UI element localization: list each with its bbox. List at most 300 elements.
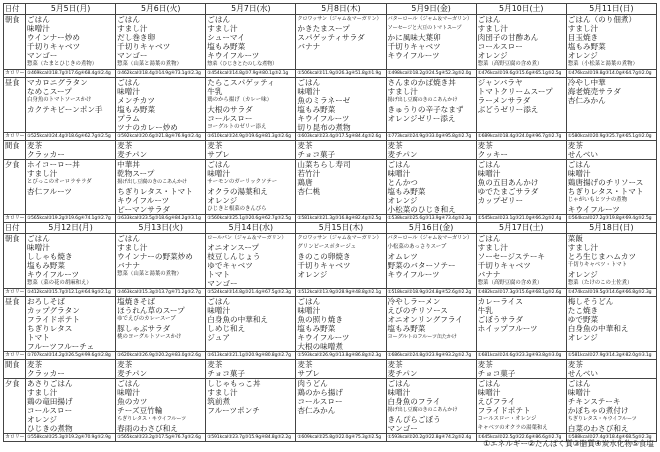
menu-item: 千切りキャベツ [27,42,81,51]
lunch-cell [296,78,386,133]
breakfast-cell [116,15,206,70]
lunch-cell [206,297,296,352]
menu-item: バナナ [477,270,501,279]
nutrition-values: ①565kcal②19.2g③19.6g④74.1g⑤2.7g [26,215,116,223]
nutrition-values: ①558kcal②25.3g③19.2g④70.9g⑤2.9g [26,434,116,442]
menu-item: あさりごはん [27,379,73,388]
calorie-label: カロリー [5,215,25,221]
menu-item: じゃがいもとツナの煮物 [567,197,628,203]
nutrition-values: ①633kcal②23.5g③18.6g④84.2g⑤3.1g [116,215,206,223]
nutrition-values: ①580kcal②20.9g③25.7g④65.1g⑤2.0g [566,133,656,141]
menu-item: 麦茶 [297,141,313,150]
menu-item: ごはん [27,15,50,24]
menu-item: カップゼリー [477,196,524,205]
snack-cell [206,360,296,379]
breakfast-cell [476,15,566,70]
menu-item: キウイフルーツ [297,114,350,123]
menu-item: オレンジ [477,51,508,60]
menu-item: トマトクリームスープ [477,87,553,96]
menu-item: 惣菜（たまとひじきの煮物） [27,61,98,67]
menu-item: キウイフルーツ [27,270,80,279]
menu-item: ごはん [27,234,50,243]
menu-item: 白菜のわさび和え [567,424,629,433]
day-header: 5月14日(水) [206,223,296,234]
menu-item: 千切りキャベツ [387,42,441,51]
menu-item: たこ焼き [567,306,599,315]
menu-item: 麦茶 [207,360,223,369]
menu-item: コールスロー [27,406,73,415]
menu-item: コールスロー [297,397,343,406]
menu-item: ごはん [387,379,411,388]
lunch-cell [116,78,206,133]
menu-item: たらこスパゲッティ [207,78,275,87]
menu-item: ちぎりレタス・トマト [117,187,193,196]
menu-item: 味噌汁 [567,169,591,178]
menu-item: 魚のカツ [117,397,148,406]
nutrition-values: ①524kcal②14.8g③21.4g④67.5g⑤2.3g [206,289,296,297]
snack-cell [386,360,476,379]
menu-item: ヨーグルトのフルーツ缶たかけ [387,334,457,340]
menu-item: ソーセージと大豆のトマトスープ [387,25,462,31]
lunch-cell [566,78,656,133]
menu-item: ゆでたまごサラダ [477,187,539,196]
menu-item: 味噌汁 [27,243,50,252]
menu-item: 鶏唐 [297,178,313,187]
menu-item: 海老焼売サラダ [567,87,621,96]
menu-item: 千切りキャベツ・トマト [567,262,628,268]
menu-item: 麦茶 [387,141,403,150]
menu-item: 惣菜（高野豆腐の含め煮） [477,280,543,286]
menu-item: マンゴー [27,51,58,60]
calorie-label: カロリー [5,289,25,295]
breakfast-cell [296,234,386,289]
menu-item: 肉うどん [297,379,328,388]
breakfast-cell [116,234,206,289]
dinner-cell [476,379,566,434]
menu-item: 塩焼きそば [117,297,156,306]
menu-item: 冷やしラーメン [387,297,441,306]
lunch-cell [26,297,116,352]
menu-table [3,3,657,442]
menu-item: 麦チパン [387,150,418,159]
menu-calendar [3,3,657,442]
snack-cell [476,141,566,160]
day-header: 5月16日(金) [386,223,476,234]
menu-item: チョコ菓子 [297,150,336,159]
menu-item: せんべい [567,150,599,159]
menu-item: オレンジ [567,333,598,342]
menu-item: 惣菜（高野豆腐の含め煮） [477,61,543,67]
breakfast-cell [386,234,476,289]
menu-item: ごはん [387,160,411,169]
menu-item: 桃のヨーグルトソースかけ [117,334,182,340]
menu-item: 白身魚の中華和え [567,324,629,333]
nutrition-values: ①620kcal②26.9g③20.2g④83.0g⑤2.6g [116,352,206,360]
menu-item: すまし汁 [567,243,599,252]
menu-item: コールスロー [477,42,523,51]
menu-item: 魚の五目あんかけ [477,178,539,187]
menu-item: コールスロー [207,114,253,123]
menu-item: 千切りキャベツ [117,42,171,51]
menu-item: ウインナーの野菜炒め [117,252,193,261]
nutrition-values: ①512kcal②13.9g③28.9g④48.8g⑤2.1g [296,289,386,297]
lunch-label: 昼食 [4,78,26,133]
menu-item: 味噌汁 [567,388,591,397]
dinner-cell [206,160,296,215]
menu-item: ピーマンサラダ [117,205,170,214]
lunch-cell [566,297,656,352]
menu-item: オムレツ [387,252,418,261]
menu-item: 杏仁みかん [297,406,336,415]
menu-item: マンゴー [387,424,418,433]
calorie-row [4,215,657,223]
nutrition-values: ①609kcal②25.8g③22.0g④75.3g⑤2.5g [296,434,386,442]
menu-item: カクテキビーンポン手 [27,105,103,114]
snack-label: 間食 [4,360,26,379]
snack-row [4,141,657,160]
menu-item: ごはん [117,78,140,87]
menu-item: 魚のミラネーゼ [297,96,351,105]
menu-item: 塩もみ野菜 [387,324,426,333]
menu-item: 切り昆布の煮物 [297,123,351,132]
menu-item: とんかつ [387,178,418,187]
calorie-row [4,289,657,297]
menu-item: 小松菜のひじき和え [387,205,456,214]
menu-item: 塩もみ野菜 [297,105,336,114]
day-header: 5月6日(火) [116,4,206,15]
menu-item: 筑前煮 [207,397,231,406]
menu-item: 麦茶 [117,360,133,369]
menu-item: クラッカー [27,369,65,378]
menu-item: マンゴー [117,51,148,60]
menu-item: 大根の味噌煮 [297,342,343,351]
menu-item: 麦茶 [117,141,133,150]
menu-item: ゆでえびのカレースープ [117,316,176,322]
menu-item: 塩もみ野菜 [27,261,65,270]
breakfast-cell [206,234,296,289]
menu-item: 惣菜（たけのこの土佐煮） [567,280,633,286]
menu-item: キウイフルーツ [567,205,620,214]
menu-item: 惣菜（ひじきとたのしな煮物） [207,61,278,67]
snack-cell [566,360,656,379]
nutrition-values: ①593kcal②20.2g③22.8g④74.2g⑤2.4g [386,434,476,442]
menu-item: バナナ [117,261,140,270]
menu-item: ごはん [207,297,231,306]
menu-item: 味噌汁 [117,87,140,96]
menu-item: すまし汁 [117,24,148,33]
menu-item: 揚げ出し豆腐のきのこあんかけ [387,407,458,413]
dinner-cell [116,379,206,434]
nutrition-values: ①506kcal②11.9g③26.3g④51.8g⑤1.9g [296,70,386,78]
menu-item: バターロール（ジャム＆マーガリン） [387,16,473,22]
day-header: 5月10日(土) [476,4,566,15]
snack-row [4,360,657,379]
menu-item: スパゲッティサラダ [297,33,365,42]
menu-item: かきたまスープ [297,24,350,33]
menu-item: ごはん [297,297,321,306]
menu-item: チーズ豆竹輪 [117,406,163,415]
snack-cell [386,141,476,160]
nutrition-values: ①454kcal②14.8g③7.9g④80.1g⑤2.1g [206,70,296,78]
nutrition-values: ①565kcal②23.2g③17.5g④76.7g⑤2.6g [116,434,206,442]
menu-item: グリンピースポタージュ [297,244,357,250]
menu-item: 白身魚のトマトソースかけ [27,97,92,103]
menu-item: すまし汁 [27,388,58,397]
menu-item: ごはん [117,15,140,24]
menu-item: 鶏唐揚げのチリソース [567,178,644,187]
snack-label: 間食 [4,141,26,160]
dinner-cell [476,160,566,215]
menu-item: バナナ [297,42,321,51]
menu-item: 牛乳 [477,306,493,315]
menu-item: キウイフルーツ [207,51,260,60]
menu-item: 鶏のから揚げ（カレー味） [207,97,272,103]
breakfast-cell [206,15,296,70]
calorie-label: カロリー [5,133,25,139]
menu-item: ほうれん草のスープ [117,306,185,315]
menu-item: 麦チパン [117,369,148,378]
nutrition-values: ①476kcal②19.6g③15.6g④65.1g⑤2.5g [476,70,566,78]
menu-item: ちぎりレタス・トマト [567,187,644,196]
menu-item: クッキー [477,150,509,159]
calorie-label: カロリー [5,352,25,358]
day-header: 5月9日(金) [386,4,476,15]
breakfast-cell [566,15,656,70]
lunch-cell [476,78,566,133]
date-row [4,4,657,15]
dinner-cell [296,379,386,434]
calorie-label: カロリー [5,434,25,440]
menu-item: マンゴー [207,279,238,288]
menu-item: ひじきと根菜のきんぴら [207,206,267,212]
menu-item: 白身魚の中華和え [207,315,269,324]
dinner-cell [26,160,116,215]
menu-item: ごはん [117,234,140,243]
menu-item: キャベツのオクラの湯葉和え [477,425,548,431]
menu-item: ごはん [477,15,501,24]
menu-item: 塩もみ野菜 [117,105,156,114]
menu-item: おろしそば [27,297,65,306]
menu-item: 惣菜（菜の花の胡麻和え） [27,280,92,286]
menu-item: ししゃも焼き [27,252,73,261]
menu-item: チョコ菓子 [207,369,246,378]
snack-cell [26,141,116,160]
nutrition-values: ①545kcal②23.1g③21.0g④66.2g⑤2.4g [476,215,566,223]
dinner-cell [206,379,296,434]
menu-item: カップグラタン [27,306,80,315]
lunch-cell [296,297,386,352]
nutrition-values: ①463kcal②15.3g③13.7g④71.2g⑤2.7g [116,289,206,297]
menu-item: ジュア [207,333,230,342]
snack-cell [206,141,296,160]
menu-item: キウイフルーツ [387,270,440,279]
menu-item: サブレ [207,150,230,159]
day-header: 5月15日(木) [296,223,386,234]
menu-item: なめこスープ [27,87,72,96]
menu-item: 麦茶 [27,360,43,369]
nutrition-values: ①498kcal②18.2g③24.5g④52.3g⑤2.0g [386,70,476,78]
nutrition-values: ①560kcal②25.1g③20.6g④62.7g⑤2.5g [206,215,296,223]
menu-item: サブレ [297,369,320,378]
menu-item: 小松菜のあっさりスープ [387,244,447,250]
menu-item: サーモンのガーリックソテー [207,179,278,185]
calorie-row [4,133,657,141]
menu-item: 揚げ出し豆腐のきのこあんかけ [117,179,187,185]
menu-item: 大根のサラダ [207,105,253,114]
menu-item: ちぎりレタス・キウイフルーツ [567,416,637,422]
menu-item: マカロニグラタン [27,78,88,87]
menu-item: 乾物スープ [117,169,155,178]
menu-item: 若竹汁 [297,169,321,178]
menu-item: 杏仁フルーツ [27,187,72,196]
nutrition-values: ①525kcal②24.4g③18.6g④62.7g⑤2.5g [26,133,116,141]
day-header: 5月11日(日) [566,4,656,15]
menu-item: ごぼうサラダ [477,315,524,324]
menu-item: 麦チパン [387,369,418,378]
lunch-cell [476,297,566,352]
menu-item: ホイップフルーツ [477,324,538,333]
menu-item: 肉団子の甘酢あん [477,33,539,42]
breakfast-cell [26,15,116,70]
breakfast-cell [26,234,116,289]
snack-cell [26,360,116,379]
menu-item: とびっこのオーロラサラダ [27,179,92,185]
menu-item: バターロール（ジャム＆マーガリン） [387,235,473,241]
menu-item: 味噌汁 [117,388,140,397]
menu-item: ごはん [207,160,231,169]
dinner-cell [26,379,116,434]
dinner-cell [296,160,386,215]
menu-item: 豚しゃぶサラダ [117,324,171,333]
day-header: 5月12日(月) [26,223,116,234]
calorie-label: カロリー [5,70,25,76]
menu-item: プラム [117,114,140,123]
snack-cell [116,360,206,379]
menu-item: ごはん [477,379,501,388]
menu-item: 杏仁桃 [297,187,321,196]
menu-item: 麦茶 [567,360,583,369]
nutrition-values: ①591kcal②23.7g③15.9g④84.8g⑤2.2g [206,434,296,442]
menu-item: ちぎりレタス [27,324,73,333]
menu-item: クラッカー [27,150,65,159]
menu-item: 味噌汁 [387,169,411,178]
menu-item: えびフライ [477,397,516,406]
lunch-cell [386,297,476,352]
breakfast-cell [296,15,386,70]
menu-item: さんまのかば焼き丼 [387,78,456,87]
nutrition-values: ①469kcal②18.7g③17.6g④68.4g⑤2.4g [26,70,116,78]
lunch-cell [386,78,476,133]
dinner-cell [386,160,476,215]
dinner-cell [386,379,476,434]
menu-item: キウイフルーツ [297,333,350,342]
menu-item: 味噌汁 [477,169,501,178]
menu-item: ごはん（のり佃煮） [567,15,637,24]
menu-item: 菜飯 [567,234,583,243]
lunch-row [4,297,657,352]
menu-item: 千切りキャベツ [477,261,531,270]
calorie-row [4,70,657,78]
menu-item: フルーツポンチ [207,406,260,415]
menu-item: 味噌汁 [27,24,50,33]
menu-item: クロワッサン（ジャム＆マーガリン） [297,235,382,241]
menu-item: ゆでキャベツ [207,261,253,270]
nutrition-values: ①482kcal②17.3g③15.6g④68.1g⑤2.6g [476,289,566,297]
menu-item: チキンステーキ [567,397,621,406]
breakfast-cell [476,234,566,289]
menu-item: キウイフルーツ [387,51,440,60]
day-header: 5月5日(月) [26,4,116,15]
menu-item: 麦茶 [297,360,313,369]
snack-cell [566,141,656,160]
menu-item: きのこの卵焼き [297,252,351,261]
menu-item: ごはん [477,160,501,169]
breakfast-row [4,234,657,289]
date-row [4,223,657,234]
menu-item: ツナのカレー炒め [117,123,178,132]
lunch-cell [116,297,206,352]
nutrition-values: ①564kcal②27.2g③19.8g④69.4g⑤2.5g [566,215,656,223]
menu-item: シューマイ [207,33,245,42]
menu-item: すまし汁 [477,24,509,33]
nutrition-values: ①518kcal②18.9g③24.8g④52.6g⑤2.2g [386,289,476,297]
lunch-row [4,78,657,133]
dinner-label: 夕食 [4,160,26,215]
menu-item: 味噌汁 [207,306,231,315]
breakfast-label: 朝食 [4,15,26,70]
menu-item: 味噌汁 [297,306,321,315]
menu-item: トマト [207,270,231,279]
lunch-label: 昼食 [4,297,26,352]
menu-item: だし巻き卵 [117,33,156,42]
menu-item: フルーツフルーチェ [27,342,95,351]
menu-item: オレンジ [27,415,58,424]
nutrition-values: ①686kcal②24.8g③23.9g④93.2g⑤2.7g [386,352,476,360]
dinner-cell [116,160,206,215]
menu-item: すまし汁 [567,24,599,33]
day-header: 5月18日(日) [566,223,656,234]
menu-item: ジャンバラヤ [477,78,523,87]
menu-item: ちぎりレタス・キウイフルーツ [117,416,187,422]
nutrition-values: ①581kcal②27.9g③14.3g④82.0g⑤3.1g [566,352,656,360]
nutrition-values: ①773kcal②24.9g③33.0g④95.8g⑤2.7g [386,133,476,141]
menu-item: フライドポテト [27,315,80,324]
menu-item: ヨーグルトのゼリー添え [207,124,267,130]
menu-item: 枝豆しんじょう [207,252,261,261]
day-header: 5月7日(水) [206,4,296,15]
dinner-label: 夕食 [4,379,26,434]
menu-item: 麦茶 [27,141,43,150]
day-header: 5月8日(木) [296,4,386,15]
snack-cell [476,360,566,379]
dinner-row [4,379,657,434]
nutrition-values: ①476kcal②19.8g③14.0g④64.7g⑤2.0g [566,70,656,78]
menu-item: オニオンスープ [207,243,260,252]
nutrition-values: ①689kcal②18.4g③24.0g④96.7g⑤2.7g [476,133,566,141]
menu-item: 揚げ出し豆腐のきのこあんかけ [387,97,458,103]
menu-item: オクラの湯葉和え [207,187,268,196]
snack-cell [296,360,386,379]
nutrition-values: ①610kcal②24.9g③19.6g④81.3g⑤2.6g [206,133,296,141]
menu-item: ごはん [567,160,591,169]
menu-item: フライドポテト [477,406,531,415]
menu-item: オニオンリングフライ [387,315,463,324]
dinner-row [4,160,657,215]
menu-item: しめじ和え [207,324,246,333]
nutrition-values: ①592kcal②20.6g③21.8g④76.9g⑤2.4g [116,133,206,141]
menu-item: トマト [27,333,50,342]
nutrition-values: ①412kcal②15.7g③12.1g④64.9g⑤2.1g [26,289,116,297]
